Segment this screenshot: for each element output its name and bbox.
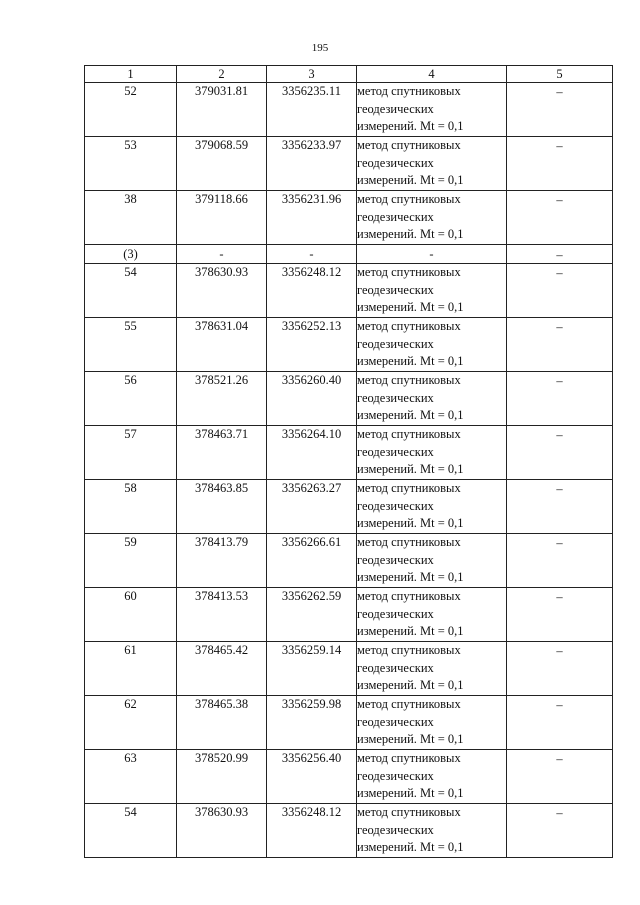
method-line: геодезических [357, 444, 434, 459]
method-cell [357, 588, 507, 642]
method-line: метод спутниковых [357, 805, 461, 819]
table-header-row [85, 66, 613, 83]
x-coordinate-cell: 378413.79 [177, 534, 267, 588]
method-cell [357, 83, 507, 137]
method-line: измерений. Mt = 0,1 [357, 300, 464, 314]
x-coordinate-cell: 378465.38 [177, 696, 267, 750]
point-number-cell: 58 [85, 480, 177, 534]
table-row [85, 245, 613, 264]
method-line: геодезических [357, 155, 434, 170]
y-coordinate-cell: 3356259.98 [267, 696, 357, 750]
table-row [85, 191, 613, 245]
y-coordinate-cell: 3356256.40 [267, 750, 357, 804]
method-line: метод спутниковых [357, 751, 461, 765]
table-row [85, 372, 613, 426]
coordinates-table [84, 65, 613, 858]
method-cell [357, 245, 507, 264]
y-coordinate-cell: 3356231.96 [267, 191, 357, 245]
table-row [85, 264, 613, 318]
column-header-4: 4 [357, 66, 507, 83]
method-cell [357, 804, 507, 858]
column-header-5: 5 [507, 66, 613, 83]
note-value: – [556, 590, 563, 604]
point-number-cell: 59 [85, 534, 177, 588]
table-row [85, 534, 613, 588]
note-value: – [556, 536, 563, 550]
table-row [85, 642, 613, 696]
method-line: геодезических [357, 660, 434, 675]
point-number-cell: 60 [85, 588, 177, 642]
method-line: метод спутниковых [357, 697, 461, 711]
note-cell [507, 696, 613, 750]
point-number-cell: (3) [85, 245, 177, 264]
method-line: метод спутниковых [357, 427, 461, 441]
method-line: геодезических [357, 336, 434, 351]
note-cell [507, 750, 613, 804]
note-cell [507, 426, 613, 480]
method-line: геодезических [357, 498, 434, 513]
table-row [85, 137, 613, 191]
method-line: геодезических [357, 390, 434, 405]
table-row [85, 480, 613, 534]
table-row [85, 750, 613, 804]
note-cell [507, 480, 613, 534]
method-line: измерений. Mt = 0,1 [357, 227, 464, 241]
note-value: – [556, 428, 563, 442]
method-line: измерений. Mt = 0,1 [357, 173, 464, 187]
table-row [85, 83, 613, 137]
page-number: 195 [311, 42, 329, 54]
x-coordinate-cell: 379068.59 [177, 137, 267, 191]
x-coordinate-cell: 379031.81 [177, 83, 267, 137]
y-coordinate-cell: 3356263.27 [267, 480, 357, 534]
method-cell [357, 750, 507, 804]
y-coordinate-cell: 3356248.12 [267, 264, 357, 318]
method-line: измерений. Mt = 0,1 [357, 408, 464, 422]
note-value: – [556, 482, 563, 496]
method-line: геодезических [357, 209, 434, 224]
method-line: измерений. Mt = 0,1 [357, 516, 464, 530]
note-value: – [556, 139, 563, 153]
note-value: – [556, 752, 563, 766]
method-line: измерений. Mt = 0,1 [357, 119, 464, 133]
method-cell [357, 426, 507, 480]
point-number-cell: 54 [85, 264, 177, 318]
x-coordinate-cell: 378463.71 [177, 426, 267, 480]
method-line: геодезических [357, 822, 434, 837]
x-coordinate-cell: - [177, 245, 267, 264]
method-line: измерений. Mt = 0,1 [357, 354, 464, 368]
note-value: – [556, 644, 563, 658]
x-coordinate-cell: 378413.53 [177, 588, 267, 642]
note-value: – [556, 698, 563, 712]
table-row [85, 426, 613, 480]
method-line: метод спутниковых [357, 373, 461, 387]
note-cell [507, 534, 613, 588]
method-line: измерений. Mt = 0,1 [357, 732, 464, 746]
point-number-cell: 63 [85, 750, 177, 804]
note-cell [507, 245, 613, 264]
point-number-cell: 54 [85, 804, 177, 858]
method-line: метод спутниковых [357, 481, 461, 495]
method-line: измерений. Mt = 0,1 [357, 840, 464, 854]
method-line: - [429, 247, 434, 261]
table-body [85, 83, 613, 858]
note-value: – [556, 374, 563, 388]
x-coordinate-cell: 378520.99 [177, 750, 267, 804]
y-coordinate-cell: 3356235.11 [267, 83, 357, 137]
method-line: метод спутниковых [357, 192, 461, 206]
point-number-cell: 56 [85, 372, 177, 426]
method-line: измерений. Mt = 0,1 [357, 462, 464, 476]
point-number-cell: 55 [85, 318, 177, 372]
method-cell [357, 534, 507, 588]
method-line: измерений. Mt = 0,1 [357, 570, 464, 584]
table-row [85, 696, 613, 750]
y-coordinate-cell: 3356264.10 [267, 426, 357, 480]
note-value: – [556, 320, 563, 334]
note-value: – [556, 247, 563, 262]
y-coordinate-cell: - [267, 245, 357, 264]
note-value: – [556, 85, 563, 99]
y-coordinate-cell: 3356266.61 [267, 534, 357, 588]
note-cell [507, 137, 613, 191]
note-value: – [556, 806, 563, 820]
table-row [85, 588, 613, 642]
method-cell [357, 696, 507, 750]
method-line: метод спутниковых [357, 535, 461, 549]
point-number-cell: 57 [85, 426, 177, 480]
note-cell [507, 264, 613, 318]
column-header-3: 3 [267, 66, 357, 83]
x-coordinate-cell: 379118.66 [177, 191, 267, 245]
note-cell [507, 588, 613, 642]
table-row [85, 804, 613, 858]
note-cell [507, 83, 613, 137]
method-line: метод спутниковых [357, 84, 461, 98]
note-cell [507, 804, 613, 858]
x-coordinate-cell: 378630.93 [177, 264, 267, 318]
method-line: измерений. Mt = 0,1 [357, 624, 464, 638]
method-cell [357, 480, 507, 534]
method-line: метод спутниковых [357, 265, 461, 279]
x-coordinate-cell: 378463.85 [177, 480, 267, 534]
y-coordinate-cell: 3356262.59 [267, 588, 357, 642]
point-number-cell: 52 [85, 83, 177, 137]
note-cell [507, 372, 613, 426]
method-cell [357, 191, 507, 245]
method-cell [357, 318, 507, 372]
x-coordinate-cell: 378465.42 [177, 642, 267, 696]
method-cell [357, 264, 507, 318]
method-line: геодезических [357, 714, 434, 729]
point-number-cell: 62 [85, 696, 177, 750]
y-coordinate-cell: 3356260.40 [267, 372, 357, 426]
column-header-2: 2 [177, 66, 267, 83]
y-coordinate-cell: 3356233.97 [267, 137, 357, 191]
method-line: метод спутниковых [357, 643, 461, 657]
note-cell [507, 642, 613, 696]
method-line: измерений. Mt = 0,1 [357, 786, 464, 800]
method-line: геодезических [357, 606, 434, 621]
point-number-cell: 53 [85, 137, 177, 191]
note-cell [507, 318, 613, 372]
method-line: метод спутниковых [357, 138, 461, 152]
method-line: геодезических [357, 282, 434, 297]
note-cell [507, 191, 613, 245]
method-line: измерений. Mt = 0,1 [357, 678, 464, 692]
x-coordinate-cell: 378631.04 [177, 318, 267, 372]
method-line: геодезических [357, 768, 434, 783]
method-cell [357, 372, 507, 426]
y-coordinate-cell: 3356259.14 [267, 642, 357, 696]
method-cell [357, 137, 507, 191]
method-cell [357, 642, 507, 696]
table-row [85, 318, 613, 372]
note-value: – [556, 266, 563, 280]
column-header-1: 1 [85, 66, 177, 83]
point-number-cell: 38 [85, 191, 177, 245]
method-line: геодезических [357, 101, 434, 116]
method-line: метод спутниковых [357, 589, 461, 603]
y-coordinate-cell: 3356252.13 [267, 318, 357, 372]
method-line: геодезических [357, 552, 434, 567]
y-coordinate-cell: 3356248.12 [267, 804, 357, 858]
method-line: метод спутниковых [357, 319, 461, 333]
x-coordinate-cell: 378521.26 [177, 372, 267, 426]
note-value: – [556, 193, 563, 207]
point-number-cell: 61 [85, 642, 177, 696]
x-coordinate-cell: 378630.93 [177, 804, 267, 858]
